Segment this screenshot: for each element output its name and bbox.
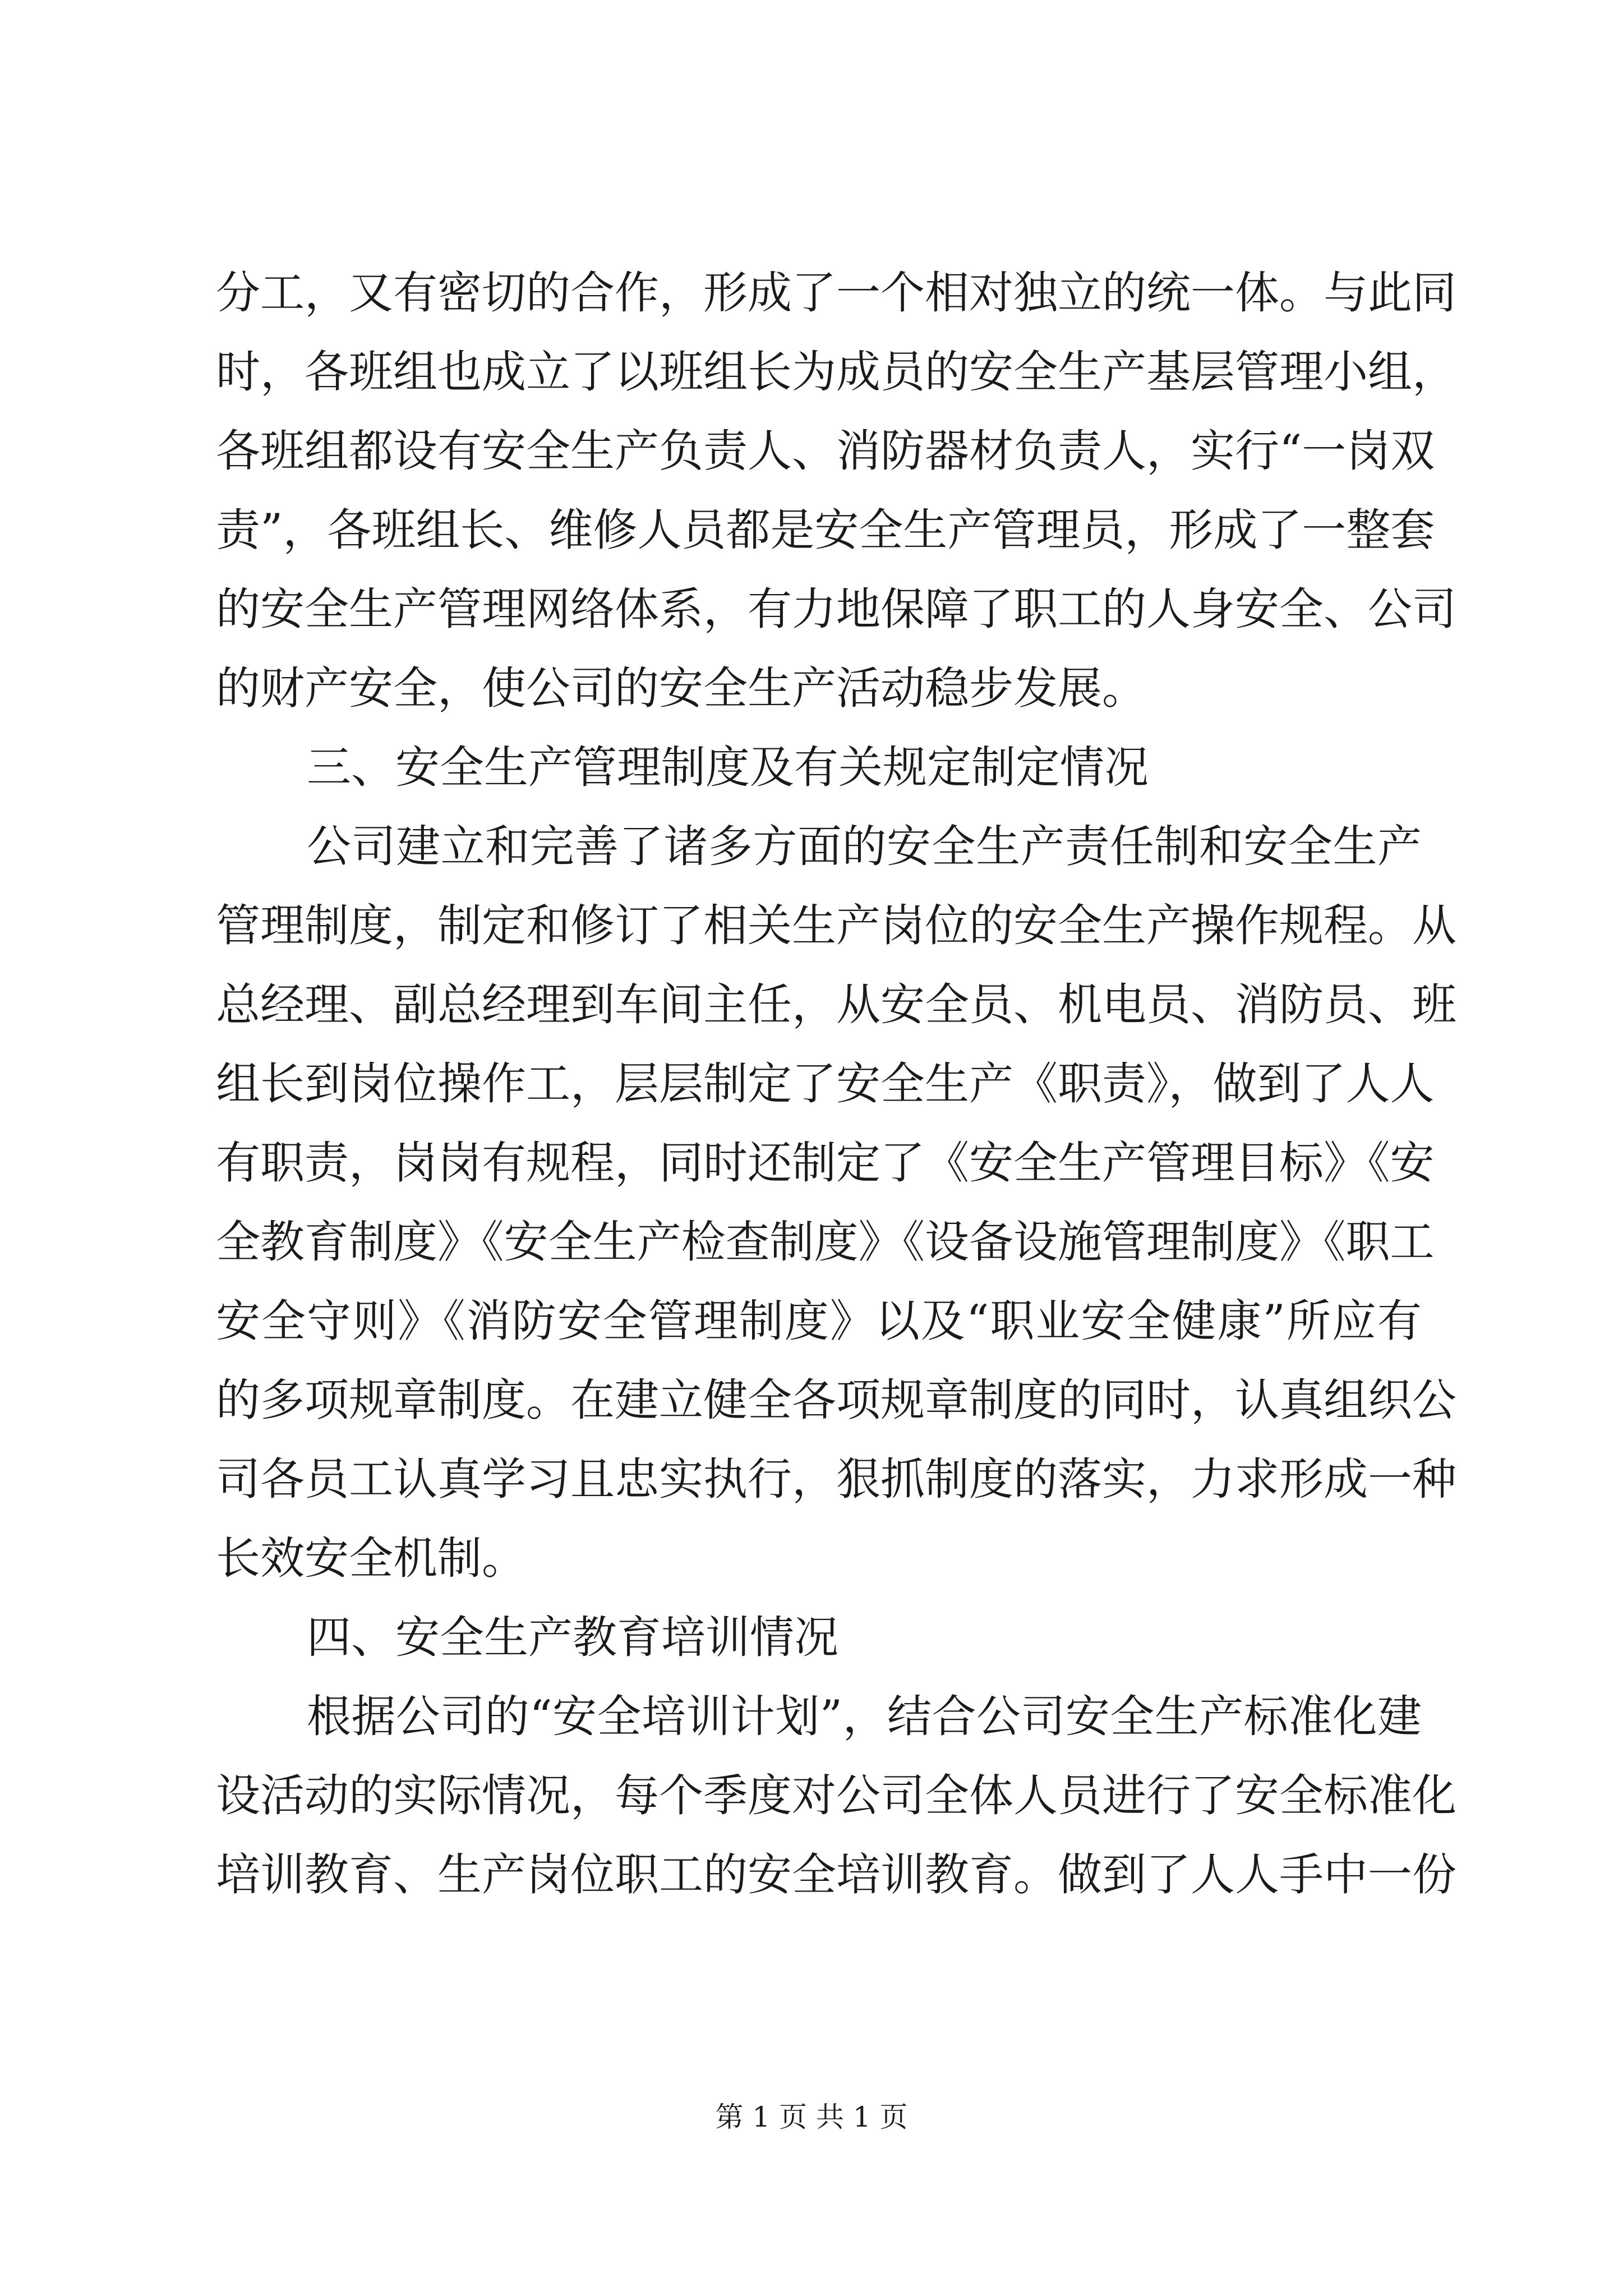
text-line: 管理制度，制定和修订了相关生产岗位的安全生产操作规程。从: [216, 900, 1456, 951]
text-line: 的安全生产管理网络体系，有力地保障了职工的人身安全、公司: [216, 583, 1456, 635]
text-line: 安全守则》《消防安全管理制度》以及“职业安全健康”所应有: [216, 1295, 1422, 1347]
text-line: 各班组都设有安全生产负责人、消防器材负责人，实行“一岗双: [216, 425, 1435, 477]
text-line: 根据公司的“安全培训计划”，结合公司安全生产标准化建: [307, 1691, 1422, 1742]
document-body: [216, 254, 1456, 1915]
text-line: 培训教育、生产岗位职工的安全培训教育。做到了人人手中一份: [216, 1849, 1456, 1901]
text-line: 有职责，岗岗有规程，同时还制定了《安全生产管理目标》《安: [216, 1137, 1435, 1189]
text-line: 四、安全生产教育培训情况: [307, 1612, 838, 1663]
text-line: 三、安全生产管理制度及有关规定制定情况: [307, 742, 1149, 793]
text-line: 分工，又有密切的合作，形成了一个相对独立的统一体。与此同: [216, 267, 1456, 319]
text-line: 责”，各班组长、维修人员都是安全生产管理员，形成了一整套: [216, 504, 1435, 556]
text-line: 总经理、副总经理到车间主任，从安全员、机电员、消防员、班: [216, 979, 1456, 1030]
text-line: 公司建立和完善了诸多方面的安全生产责任制和安全生产: [307, 821, 1422, 872]
text-line: 的财产安全，使公司的安全生产活动稳步发展。: [216, 662, 1146, 714]
text-line: 设活动的实际情况，每个季度对公司全体人员进行了安全标准化: [216, 1770, 1456, 1821]
text-line: 的多项规章制度。在建立健全各项规章制度的同时，认真组织公: [216, 1374, 1456, 1426]
text-line: 时，各班组也成立了以班组长为成员的安全生产基层管理小组，: [216, 346, 1456, 398]
text-line: 组长到岗位操作工，层层制定了安全生产《职责》，做到了人人: [216, 1058, 1435, 1110]
text-line: 全教育制度》《安全生产检查制度》《设备设施管理制度》《职工: [216, 1216, 1435, 1268]
page-footer: 第 1 页 共 1 页: [715, 2101, 908, 2133]
text-line: 司各员工认真学习且忠实执行，狠抓制度的落实，力求形成一种: [216, 1453, 1456, 1505]
text-line: 长效安全机制。: [216, 1533, 526, 1584]
